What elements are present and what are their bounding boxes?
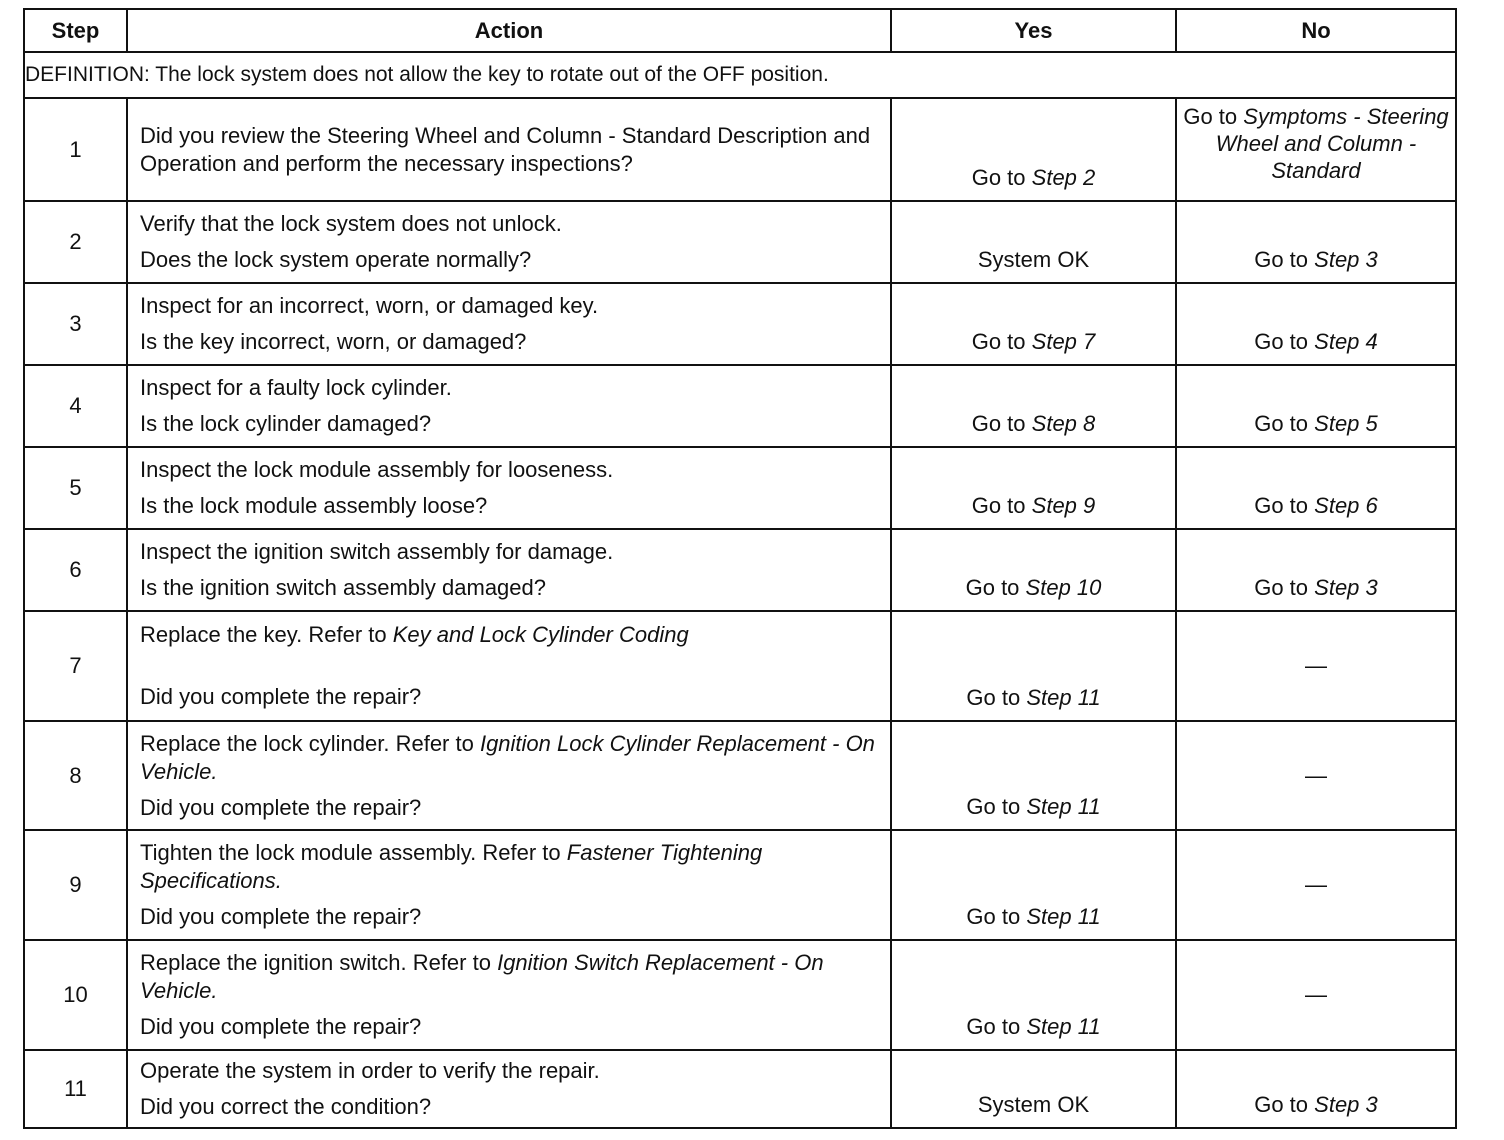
- go-to-label: Go to: [966, 685, 1021, 710]
- go-to-label: Go to: [966, 1014, 1021, 1039]
- yes-step-link[interactable]: Step 8: [1031, 411, 1096, 436]
- diagnostic-table: [23, 8, 1457, 1129]
- action-cell: [127, 1050, 891, 1128]
- action-question: Is the lock cylinder damaged?: [140, 411, 432, 436]
- action-plain: Tighten the lock module assembly. Refer to: [140, 840, 567, 865]
- step-number: 2: [24, 201, 127, 283]
- no-cell: [1176, 447, 1456, 529]
- table-row: [24, 283, 1456, 365]
- action-cell: [127, 611, 891, 721]
- go-to-label: Go to: [971, 493, 1026, 518]
- definition-text: DEFINITION: The lock system does not allow the key to rotate out of the OFF position.: [24, 52, 1456, 98]
- action-cell: [127, 529, 891, 611]
- table-row: [24, 365, 1456, 447]
- no-cell: [1176, 529, 1456, 611]
- yes-cell: [891, 98, 1176, 201]
- action-question: Does the lock system operate normally?: [140, 247, 532, 272]
- action-cell: [127, 201, 891, 283]
- no-cell: [1176, 365, 1456, 447]
- action-question: Is the key incorrect, worn, or damaged?: [140, 329, 527, 354]
- yes-step-link[interactable]: Step 11: [1026, 794, 1101, 819]
- action-question: Is the lock module assembly loose?: [140, 493, 488, 518]
- step-number: 5: [24, 447, 127, 529]
- action-question: Did you correct the condition?: [140, 1094, 432, 1119]
- step-number: 11: [24, 1050, 127, 1128]
- step-number: 1: [24, 98, 127, 201]
- action-plain: Replace the lock cylinder. Refer to: [140, 730, 480, 756]
- reference-link[interactable]: Ignition Lock Cylinder Replacement - On Vehicle.: [140, 730, 875, 784]
- table-row: [24, 447, 1456, 529]
- yes-cell: [891, 611, 1176, 721]
- yes-step-link[interactable]: Step 11: [1026, 685, 1101, 710]
- yes-cell: System OK: [891, 1050, 1176, 1128]
- header-row: [24, 9, 1456, 52]
- header-no: No: [1176, 9, 1456, 52]
- yes-step-link[interactable]: Step 11: [1026, 1014, 1101, 1039]
- no-cell: —: [1176, 611, 1456, 721]
- table-row: [24, 1050, 1456, 1128]
- reference-link[interactable]: Key and Lock Cylinder Coding: [392, 622, 689, 647]
- action-question: Did you complete the repair?: [140, 904, 422, 929]
- yes-cell: [891, 721, 1176, 830]
- go-to-label: Go to: [971, 165, 1026, 190]
- no-step-link[interactable]: Step 3: [1314, 1092, 1378, 1117]
- no-step-link[interactable]: Step 5: [1314, 411, 1378, 436]
- action-cell: [127, 830, 891, 940]
- action-instruction: [140, 949, 880, 1005]
- action-instruction: Inspect the ignition switch assembly for damage.: [140, 539, 614, 564]
- go-to-label: Go to: [1183, 104, 1238, 129]
- yes-cell: [891, 283, 1176, 365]
- header-yes: Yes: [891, 9, 1176, 52]
- definition-row: [24, 52, 1456, 98]
- yes-step-link[interactable]: Step 7: [1031, 329, 1096, 354]
- no-step-link[interactable]: Step 6: [1314, 493, 1378, 518]
- no-cell: —: [1176, 721, 1456, 830]
- no-cell: —: [1176, 830, 1456, 940]
- go-to-label: Go to: [966, 904, 1021, 929]
- table-row: [24, 940, 1456, 1050]
- yes-cell: [891, 529, 1176, 611]
- yes-step-link[interactable]: Step 11: [1026, 904, 1101, 929]
- action-cell: [127, 365, 891, 447]
- action-question: Did you complete the repair?: [140, 794, 422, 820]
- action-question: Is the ignition switch assembly damaged?: [140, 575, 546, 600]
- table-row: [24, 830, 1456, 940]
- step-number: 4: [24, 365, 127, 447]
- table-row: [24, 201, 1456, 283]
- yes-step-link[interactable]: Step 2: [1031, 165, 1096, 190]
- step-number: 7: [24, 611, 127, 721]
- table-row: [24, 721, 1456, 830]
- go-to-label: Go to: [1254, 493, 1309, 518]
- yes-cell: [891, 940, 1176, 1050]
- yes-cell: System OK: [891, 201, 1176, 283]
- action-question: Did you complete the repair?: [140, 684, 422, 709]
- no-step-link[interactable]: Step 4: [1314, 329, 1378, 354]
- go-to-label: Go to: [1254, 247, 1309, 272]
- go-to-label: Go to: [1254, 1092, 1309, 1117]
- no-cell: [1176, 201, 1456, 283]
- action-plain: Replace the ignition switch. Refer to: [140, 950, 498, 975]
- table-row: [24, 98, 1456, 201]
- yes-cell: [891, 830, 1176, 940]
- yes-step-link[interactable]: Step 10: [1025, 575, 1102, 600]
- go-to-label: Go to: [1254, 411, 1309, 436]
- action-question: Did you complete the repair?: [140, 1014, 422, 1039]
- no-cell: [1176, 1050, 1456, 1128]
- step-number: 6: [24, 529, 127, 611]
- action-instruction: [140, 730, 880, 786]
- go-to-label: Go to: [966, 794, 1021, 819]
- go-to-label: Go to: [1254, 329, 1309, 354]
- reference-link[interactable]: Ignition Switch Replacement - On Vehicle.: [140, 950, 824, 1003]
- no-step-link[interactable]: Step 3: [1314, 247, 1378, 272]
- reference-link[interactable]: Fastener Tightening Specifications.: [140, 840, 763, 893]
- action-cell: [127, 940, 891, 1050]
- step-number: 3: [24, 283, 127, 365]
- action-text: Did you review the Steering Wheel and Column - Standard Description and Operation and perform the necessary inspections?: [140, 122, 871, 176]
- action-plain: Replace the key. Refer to: [140, 622, 393, 647]
- action-instruction: Inspect the lock module assembly for looseness.: [140, 457, 614, 482]
- action-instruction: [140, 839, 880, 895]
- no-cell: [1176, 98, 1456, 201]
- go-to-label: Go to: [971, 411, 1026, 436]
- action-cell: [127, 283, 891, 365]
- action-instruction: Inspect for a faulty lock cylinder.: [140, 375, 452, 400]
- go-to-label: Go to: [971, 329, 1026, 354]
- yes-step-link[interactable]: Step 9: [1031, 493, 1096, 518]
- yes-cell: [891, 365, 1176, 447]
- action-cell: [127, 98, 891, 201]
- yes-cell: [891, 447, 1176, 529]
- step-number: 10: [24, 940, 127, 1050]
- go-to-label: Go to: [1254, 575, 1309, 600]
- no-cell: —: [1176, 940, 1456, 1050]
- step-number: 8: [24, 721, 127, 830]
- step-number: 9: [24, 830, 127, 940]
- no-step-link[interactable]: Step 3: [1314, 575, 1378, 600]
- header-step: Step: [24, 9, 127, 52]
- action-instruction: [140, 621, 880, 649]
- action-cell: [127, 721, 891, 830]
- no-cell: [1176, 283, 1456, 365]
- header-action: Action: [127, 9, 891, 52]
- action-cell: [127, 447, 891, 529]
- go-to-label: Go to: [965, 575, 1020, 600]
- action-instruction: Operate the system in order to verify the repair.: [140, 1058, 600, 1083]
- action-instruction: Verify that the lock system does not unlock.: [140, 211, 562, 236]
- table-row: [24, 611, 1456, 721]
- action-instruction: Inspect for an incorrect, worn, or damaged key.: [140, 293, 599, 318]
- table-row: [24, 529, 1456, 611]
- no-symptoms-link[interactable]: Symptoms - Steering Wheel and Column - Standard: [1215, 104, 1449, 183]
